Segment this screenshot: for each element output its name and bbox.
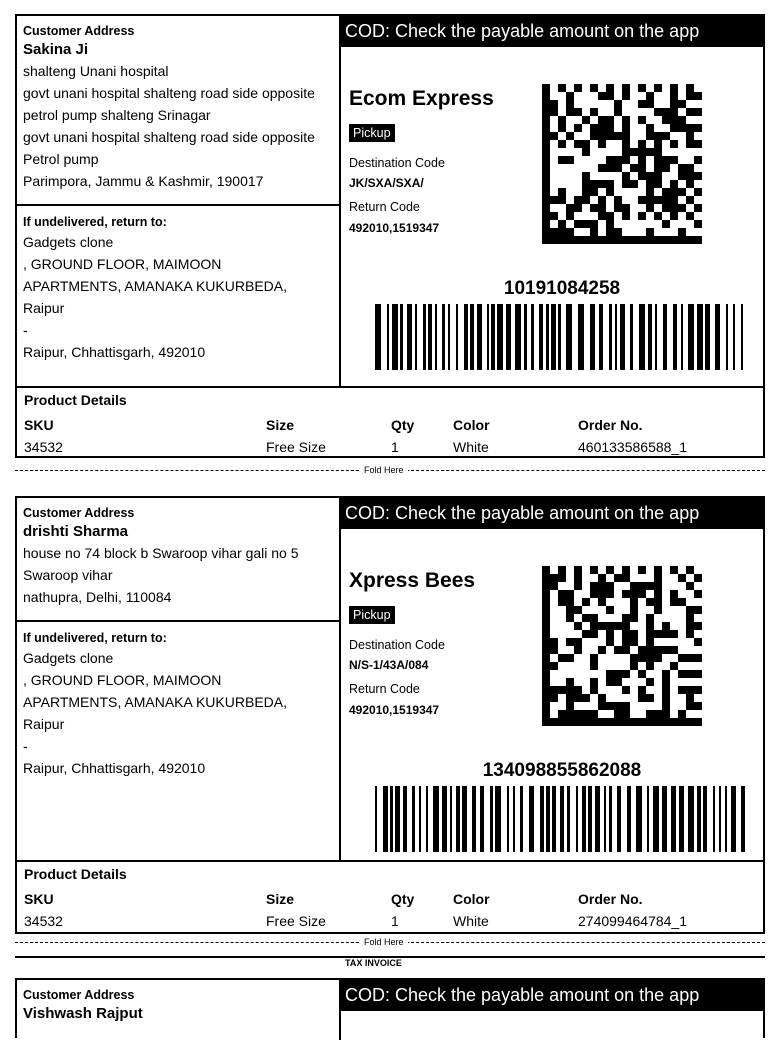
address-line: , GROUND FLOOR, MAIMOON [23,256,222,272]
color-value: White [453,913,489,929]
address-line: APARTMENTS, AMANAKA KUKURBEDA, [23,694,287,710]
address-line: Raipur, Chhattisgarh, 492010 [23,760,206,776]
address-line: Gadgets clone [23,650,114,666]
col-sku-header: SKU [24,891,54,907]
col-color-header: Color [453,417,490,433]
order-number: 274099464784_1 [578,913,688,929]
address-line: Petrol pump [23,151,99,167]
col-sku-header: SKU [24,417,54,433]
barcode [375,304,749,370]
address-line: Raipur [23,300,65,316]
col-order-header: Order No. [578,417,643,433]
sku-value: 34532 [24,439,63,455]
address-line: govt unani hospital shalteng road side opposite [23,129,315,145]
product-details [17,862,763,934]
sku-value: 34532 [24,913,63,929]
customer-address [23,23,335,192]
cod-banner: COD: Check the payable amount on the app [341,980,763,1011]
qty-value: 1 [391,439,399,455]
col-size-header: Size [266,417,295,433]
fold-line [15,937,765,947]
shipping-label-3 [15,978,765,1038]
qty-value: 1 [391,913,399,929]
product-details-title: Product Details [24,392,127,408]
col-qty-header: Qty [391,891,415,907]
invoice-title: TAX INVOICE [345,958,402,968]
destination-code-label: Destination Code [349,156,445,170]
address-line: APARTMENTS, AMANAKA KUKURBEDA, [23,278,287,294]
address-line: , GROUND FLOOR, MAIMOON [23,672,222,688]
customer-address [23,505,335,608]
label-divider [339,16,341,388]
cod-banner: COD: Check the payable amount on the app [341,16,763,47]
pickup-badge: Pickup [349,606,395,624]
return-heading: If undelivered, return to: [23,215,167,229]
fold-text: Fold Here [360,937,408,947]
address-line: petrol pump shalteng Srinagar [23,107,211,123]
customer-name: Sakina Ji [23,41,89,58]
return-address [23,213,335,363]
shipping-label-1 [15,14,765,458]
customer-name: drishti Sharma [23,523,129,540]
col-qty-header: Qty [391,417,415,433]
address-line: - [23,322,28,338]
destination-code: JK/SXA/SXA/ [349,176,424,190]
size-value: Free Size [266,913,326,929]
address-line: nathupra, Delhi, 110084 [23,589,172,605]
pickup-badge: Pickup [349,124,395,142]
size-value: Free Size [266,439,326,455]
address-line: govt unani hospital shalteng road side opposite [23,85,315,101]
address-line: - [23,738,28,754]
fold-text: Fold Here [360,465,408,475]
section-divider [17,620,339,622]
product-details-title: Product Details [24,866,127,882]
customer-address [23,987,335,1024]
destination-code-label: Destination Code [349,638,445,652]
address-line: Swaroop vihar [23,567,113,583]
col-order-header: Order No. [578,891,643,907]
order-number: 460133586588_1 [578,439,688,455]
return-code: 492010,1519347 [349,703,440,717]
awb-number: 10191084258 [503,278,621,299]
customer-address-heading: Customer Address [23,506,135,520]
address-line: Parimpora, Jammu & Kashmir, 190017 [23,173,264,189]
return-code-label: Return Code [349,200,420,214]
return-address [23,629,335,779]
address-line: Raipur [23,716,65,732]
label-divider [339,498,341,862]
address-line: shalteng Unani hospital [23,63,169,79]
address-line: house no 74 block b Swaroop vihar gali no 5 [23,545,299,561]
shipping-label-2 [15,496,765,934]
address-line: Gadgets clone [23,234,114,250]
address-line: Raipur, Chhattisgarh, 492010 [23,344,206,360]
return-heading: If undelivered, return to: [23,631,167,645]
col-color-header: Color [453,891,490,907]
customer-address-heading: Customer Address [23,988,135,1002]
return-code: 492010,1519347 [349,221,440,235]
fold-line [15,465,765,475]
barcode [375,786,749,852]
awb-number: 134098855862088 [482,760,642,781]
qr-code [542,566,702,726]
destination-code: N/S-1/43A/084 [349,658,429,672]
courier-name: Xpress Bees [349,569,476,592]
color-value: White [453,439,489,455]
customer-name: Vishwash Rajput [23,1005,143,1022]
return-code-label: Return Code [349,682,420,696]
cod-banner: COD: Check the payable amount on the app [341,498,763,529]
qr-code [542,84,702,244]
col-size-header: Size [266,891,295,907]
section-divider [17,204,339,206]
courier-name: Ecom Express [349,87,494,110]
customer-address-heading: Customer Address [23,24,135,38]
invoice-strip [15,956,765,968]
product-details [17,388,763,458]
